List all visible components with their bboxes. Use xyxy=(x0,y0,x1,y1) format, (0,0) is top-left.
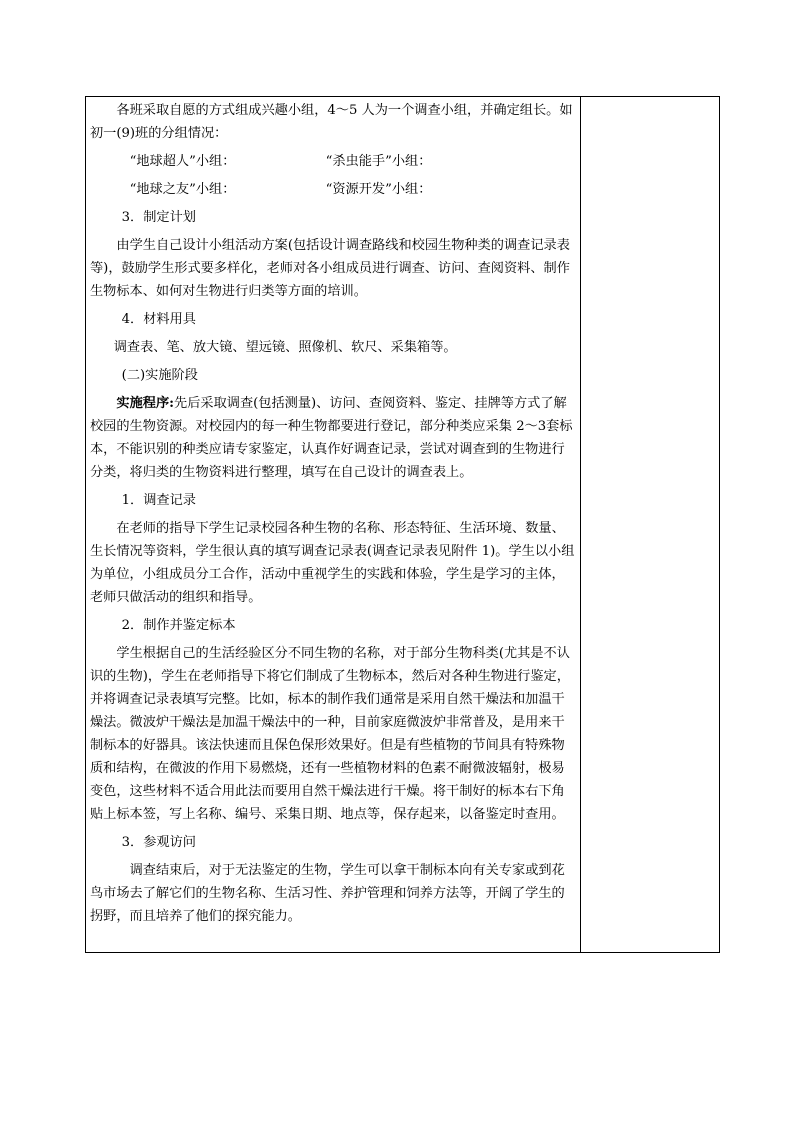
group-label: “地球之友”小组： xyxy=(129,182,236,197)
paragraph-specimen: 学生根据自己的生活经验区分不同生物的名称，对于部分生物科类(尤其是不认识的生物)，学生在老师指导下将它们制成了生物标本，然后对各种生物进行鉴定，并将调查记录表填写完整。比如，标本的制作我们通常是采用自然干燥法和加温干燥法。微波炉干燥法是加温干燥法中的一种，目前家庭微波炉非常普及，是用来干制标本的好器具。该法快速而且保色保形效果好。但是有些植物的节间具有特殊物质和结构，在微波的作用下易燃烧，还有一些植物材料的色素不耐微波辐射，极易变色，这些材料不适合用此法而要用自然干燥法进行干燥。将干制好的标本右下角贴上标本签，写上名称、编号、采集日期、地点等，保存起来，以备鉴定时查用。 xyxy=(90,646,570,822)
paragraph-groups-intro: 各班采取自愿的方式组成兴趣小组，4～5 人为一个调查小组，并确定组长。如初一(9)班的分组情况： xyxy=(90,103,573,141)
group-row-2 xyxy=(90,178,576,201)
group-row-1 xyxy=(90,150,576,173)
section-heading: 3．参观访问 xyxy=(121,835,196,850)
group-label: “资源开发”小组： xyxy=(325,182,432,197)
procedure-label: 实施程序: xyxy=(116,396,175,411)
group-label: “地球超人”小组： xyxy=(129,154,236,169)
group-label: “杀虫能手”小组： xyxy=(325,154,432,169)
section-heading: 4．材料用具 xyxy=(121,312,196,327)
main-cell xyxy=(90,99,576,933)
paragraph-plan: 由学生自己设计小组活动方案(包括设计调查路线和校园生物种类的调查记录表等)，鼓励学生形式要多样化，老师对各小组成员进行调查、访问、查阅资料、制作生物标本、如何对生物进行归类等方面的培训。 xyxy=(90,238,570,299)
paragraph-visit: 调查结束后，对于无法鉴定的生物，学生可以拿干制标本向有关专家或到花鸟市场去了解它们的生物名称、生活习性、养护管理和饲养方法等，开阔了学生的拐野，而且培养了他们的探究能力。 xyxy=(90,863,565,924)
section-heading: 2．制作并鉴定标本 xyxy=(121,618,236,633)
paragraph-materials: 调查表、笔、放大镜、望远镜、照像机、软尺、采集箱等。 xyxy=(113,340,457,355)
paragraph-record: 在老师的指导下学生记录校园各种生物的名称、形态特征、生活环境、数量、生长情况等资料，学生很认真的填写调查记录表(调查记录表见附件 1)。学生以小组为单位，小组成员分工合作，活动中重视学生的实践和体验，学生是学习的主体，老师只做活动的组织和指导。 xyxy=(90,521,575,605)
section-heading: 1．调查记录 xyxy=(121,493,196,508)
column-divider xyxy=(580,97,581,952)
content-table xyxy=(85,96,720,953)
paragraph-procedure xyxy=(90,392,576,484)
procedure-text: 先后采取调查(包括测量)、访问、查阅资料、鉴定、挂牌等方式了解校园的生物资源。对校园内的每一种生物都要进行登记，部分种类应采集 2～3套标本，不能识别的种类应请专家鉴定，认真作好调查记录，尝试对调查到的生物进行分类，将归类的生物资料进行整理，填写在自己设计的调查表上。 xyxy=(90,396,573,480)
section-heading: 3．制定计划 xyxy=(121,210,196,225)
stage-heading: (二)实施阶段 xyxy=(121,368,198,383)
